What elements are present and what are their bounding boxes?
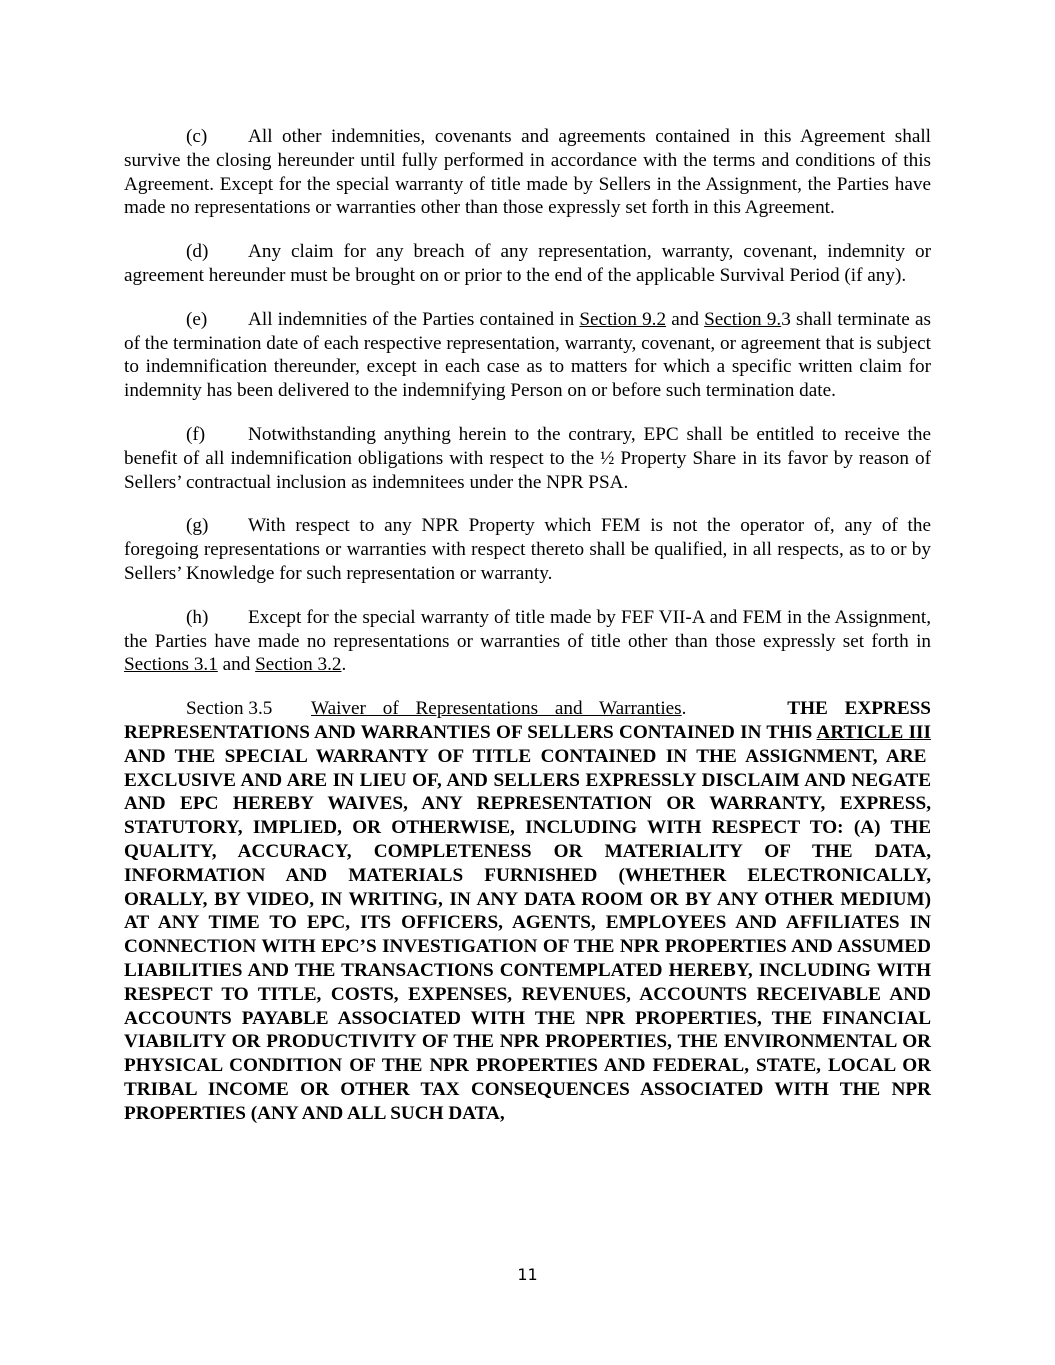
paragraph-text: and (666, 308, 705, 330)
section-reference: Section 3.2 (255, 654, 342, 676)
article-reference: ARTICLE III (816, 721, 931, 743)
paragraph-text: 3 shall terminate as of the termination date of each respective representation, warranty, covenant, or agreement that is subject to indemnification thereunder, except in each case as to matters for which a specific written claim for indemnity has been delivered to the indemnifying Person on or before such termination date. (124, 308, 931, 402)
paragraph-text: Notwithstanding anything herein to the contrary, EPC shall be entitled to receive the benefit of all indemnification obligations with respect to the ½ Property Share in its favor by reason of Sellers’ contractual inclusion as indemnitees under the NPR PSA. (124, 423, 931, 493)
disclaimer-text: THE EXPRESS REPRESENTATIONS AND WARRANTIES OF SELLERS CONTAINED IN THIS (124, 698, 931, 743)
paragraph-text: Except for the special warranty of title made by FEF VII-A and FEM in the Assignment, the Parties have made no representations or warranties of title other than those expressly set forth in (124, 606, 931, 652)
paragraph-text: and (217, 654, 256, 676)
paragraph-c (124, 125, 931, 220)
paragraph-text: Any claim for any breach of any representation, warranty, covenant, indemnity or agreement hereunder must be brought on or prior to the end of the applicable Survival Period (if any). (124, 241, 931, 286)
section-reference: Section 9.2 (579, 308, 667, 330)
paragraph-d (124, 240, 931, 288)
section-reference: Section 9. (704, 308, 782, 330)
paragraph-e (124, 308, 931, 403)
paragraph-label: (c) (186, 126, 208, 147)
paragraph-label: (g) (186, 515, 209, 537)
paragraph-label: (d) (186, 241, 209, 263)
paragraph-text: . (341, 654, 347, 676)
paragraph-label: (f) (186, 423, 206, 445)
paragraph-label: (e) (186, 308, 208, 330)
paragraph-f (124, 423, 931, 494)
section-number: Section 3.5 (186, 698, 273, 720)
page-number: 11 (517, 1265, 538, 1284)
disclaimer-text: AND THE SPECIAL WARRANTY OF TITLE CONTAINED IN THE ASSIGNMENT, ARE EXCLUSIVE AND ARE IN LIEU OF, AND SELLERS EXPRESSLY DISCLAIM AND NEGATE AND EPC HEREBY WAIVES, ANY REPRESENTATION OR WARRANTY, EXPRESS, STATUTORY, IMPLIED, OR OTHERWISE, INCLUDING WITH RESPECT TO: (A) THE QUALITY, ACCURACY, COMPLETENESS OR MATERIALITY OF THE DATA, INFORMATION AND MATERIALS FURNISHED (WHETHER ELECTRONICALLY, ORALLY, BY VIDEO, IN WRITING, IN ANY DATA ROOM OR BY ANY OTHER MEDIUM) AT ANY TIME TO EPC, ITS OFFICERS, AGENTS, EMPLOYEES AND AFFILIATES IN CONNECTION WITH EPC’S INVESTIGATION OF THE NPR PROPERTIES AND ASSUMED LIABILITIES AND THE TRANSACTIONS CONTEMPLATED HEREBY, INCLUDING WITH RESPECT TO TITLE, COSTS, EXPENSES, REVENUES, ACCOUNTS RECEIVABLE AND ACCOUNTS PAYABLE ASSOCIATED WITH THE NPR PROPERTIES, THE FINANCIAL VIABILITY OR PRODUCTIVITY OF THE NPR PROPERTIES, THE ENVIRONMENTAL OR PHYSICAL CONDITION OF THE NPR PROPERTIES AND FEDERAL, STATE, LOCAL OR TRIBAL INCOME OR OTHER TAX CONSEQUENCES ASSOCIATED WITH THE NPR PROPERTIES (ANY AND ALL SUCH DATA, (124, 745, 931, 1124)
document-page (124, 125, 931, 1145)
paragraph-label: (h) (186, 606, 209, 628)
paragraph-text: All indemnities of the Parties contained in (248, 308, 580, 330)
paragraph-text: With respect to any NPR Property which FEM is not the operator of, any of the foregoing representations or warranties with respect thereto shall be qualified, in all respects, as to or by Sellers’ Knowledge for such representation or warranty. (124, 515, 931, 584)
paragraph-g (124, 514, 931, 585)
section-heading: Waiver of Representations and Warranties (311, 698, 682, 720)
paragraph-h (124, 606, 931, 677)
section-3-5 (124, 697, 931, 1125)
section-reference: Sections 3.1 (124, 654, 218, 676)
paragraph-text: All other indemnities, covenants and agreements contained in this Agreement shall survive the closing hereunder until fully performed in accordance with the terms and conditions of this Agreement. Except for the special warranty of title made by Sellers in the Assignment, the Parties have made no representations or warranties other than those expressly set forth in this Agreement. (124, 126, 931, 219)
section-heading-period: . (681, 698, 687, 720)
